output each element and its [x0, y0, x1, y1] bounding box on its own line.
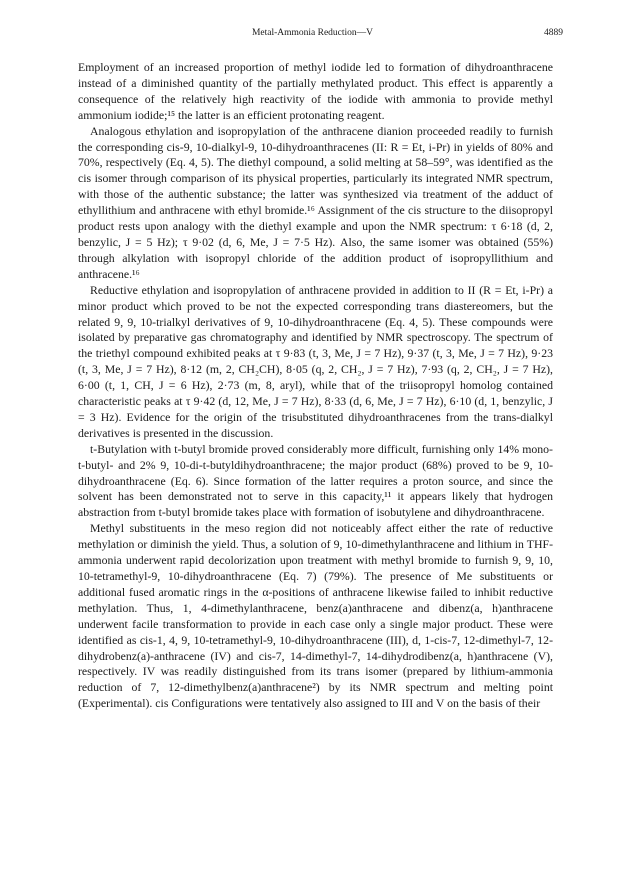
paragraph: t-Butylation with t-butyl bromide proved considerably more difficult, furnishing only 14% mono-t-butyl- and 2% 9, 10-di-t-butyldihydroanthracene; the major product (68%) proved to be 9, 10-dihydroanthracene (Eq. 6). Since formation of the latter requires a proton source, and since the solvent has been demonstrated not to serve in this capacity,¹¹ it appears likely that hydrogen abstraction from t-butyl bromide takes place with formation of isobutylene and dihydroanthracene. [78, 441, 553, 520]
paragraph: Analogous ethylation and isopropylation of the anthracene dianion proceeded readily to furnish the corresponding cis-9, 10-dialkyl-9, 10-dihydroanthracenes (II: R = Et, i-Pr) in yields of 80% and 70%, respectively (Eq. 4, 5). The diethyl compound, a solid melting at 58–59°, was identified as the cis isomer through comparison of its physical properties, particularly its integrated NMR spectrum, with those of the authentic substance; the latter was synthesized via treatment of the adduct of ethyllithium and anthracene with ethyl bromide.¹⁶ Assignment of the cis structure to the diisopropyl product rests upon analogy with the diethyl example and upon the NMR spectrum: τ 6·18 (d, 2, benzylic, J = 5 Hz); τ 9·02 (d, 6, Me, J = 7·5 Hz). Also, the same isomer was obtained (55%) through alkylation with isopropyl chloride of the addition product of isopropyllithium and anthracene.¹⁶ [78, 123, 553, 281]
running-head-title: Metal-Ammonia Reduction—V [251, 28, 374, 38]
paragraph: Reductive ethylation and isopropylation of anthracene provided in addition to II (R = Et, i-Pr) a minor product which proved to be not the expected corresponding trans diastereomers, but the related 9, 9, 10-trialkyl derivatives of 9, 10-dihydroanthracene (Eq. 4, 5). These compounds were isolated by preparative gas chromatography and identified by NMR spectroscopy. The spectrum of the triethyl compound exhibited peaks at τ 9·83 (t, 3, Me, J = 7 Hz), 9·37 (t, 3, Me, J = 7 Hz), 9·23 (t, 3, Me, J = 7 Hz), 8·12 (m, 2, CH₂CH), 8·05 (q, 2, CH₂, J = 7 Hz), 7·93 (q, 2, CH₂, J = 7 Hz), 6·00 (t, 1, CH, J = 6 Hz), 2·73 (m, 8, aryl), while that of the triisopropyl homolog contained characteristic peaks at τ 9·42 (d, 12, Me, J = 7 Hz), 8·33 (d, 6, Me, J = 7 Hz), 6·10 (d, 1, benzylic, J = 3 Hz). Evidence for the origin of the trisubstituted dihydroanthracenes from the trans-dialkyl derivatives is presented in the discussion. [78, 282, 553, 440]
page-number: 4889 [544, 28, 563, 38]
body-text [78, 60, 553, 712]
paragraph: Methyl substituents in the meso region did not noticeably affect either the rate of reductive methylation or diminish the yield. Thus, a solution of 9, 10-dimethylanthracene and lithium in THF-ammonia underwent rapid decolorization upon treatment with methyl bromide to furnish 9, 9, 10, 10-tetramethyl-9, 10-dihydroanthracene (Eq. 7) (79%). The presence of Me substituents or additional fused aromatic rings in the α-positions of anthracene likewise failed to inhibit reductive methylation. Thus, 1, 4-dimethylanthracene, benz(a)anthracene and dibenz(a, h)anthracene underwent facile transformation to provide in each case only a single major product. These were identified as cis-1, 4, 9, 10-tetramethyl-9, 10-dihydroanthracene (III), d, 1-cis-7, 12-dimethyl-7, 12-dihydrobenz(a)-anthracene (IV) and cis-7, 14-dimethyl-7, 14-dihydrodibenz(a, h)anthracene (V), respectively. IV was readily distinguished from its trans isomer (prepared by lithium-ammonia reduction of 7, 12-dimethylbenz(a)anthracene²) by its NMR spectrum and melting point (Experimental). cis Configurations were tentatively also assigned to III and V on the basis of their [78, 521, 553, 711]
paragraph: Employment of an increased proportion of methyl iodide led to formation of dihydroanthracene instead of a diminished quantity of the partially methylated product. This effect is apparently a consequence of the relatively high reactivity of the iodide with ammonia to provide methyl ammonium iodide;¹⁵ the latter is an efficient protonating reagent. [78, 60, 553, 122]
running-head [0, 28, 625, 42]
